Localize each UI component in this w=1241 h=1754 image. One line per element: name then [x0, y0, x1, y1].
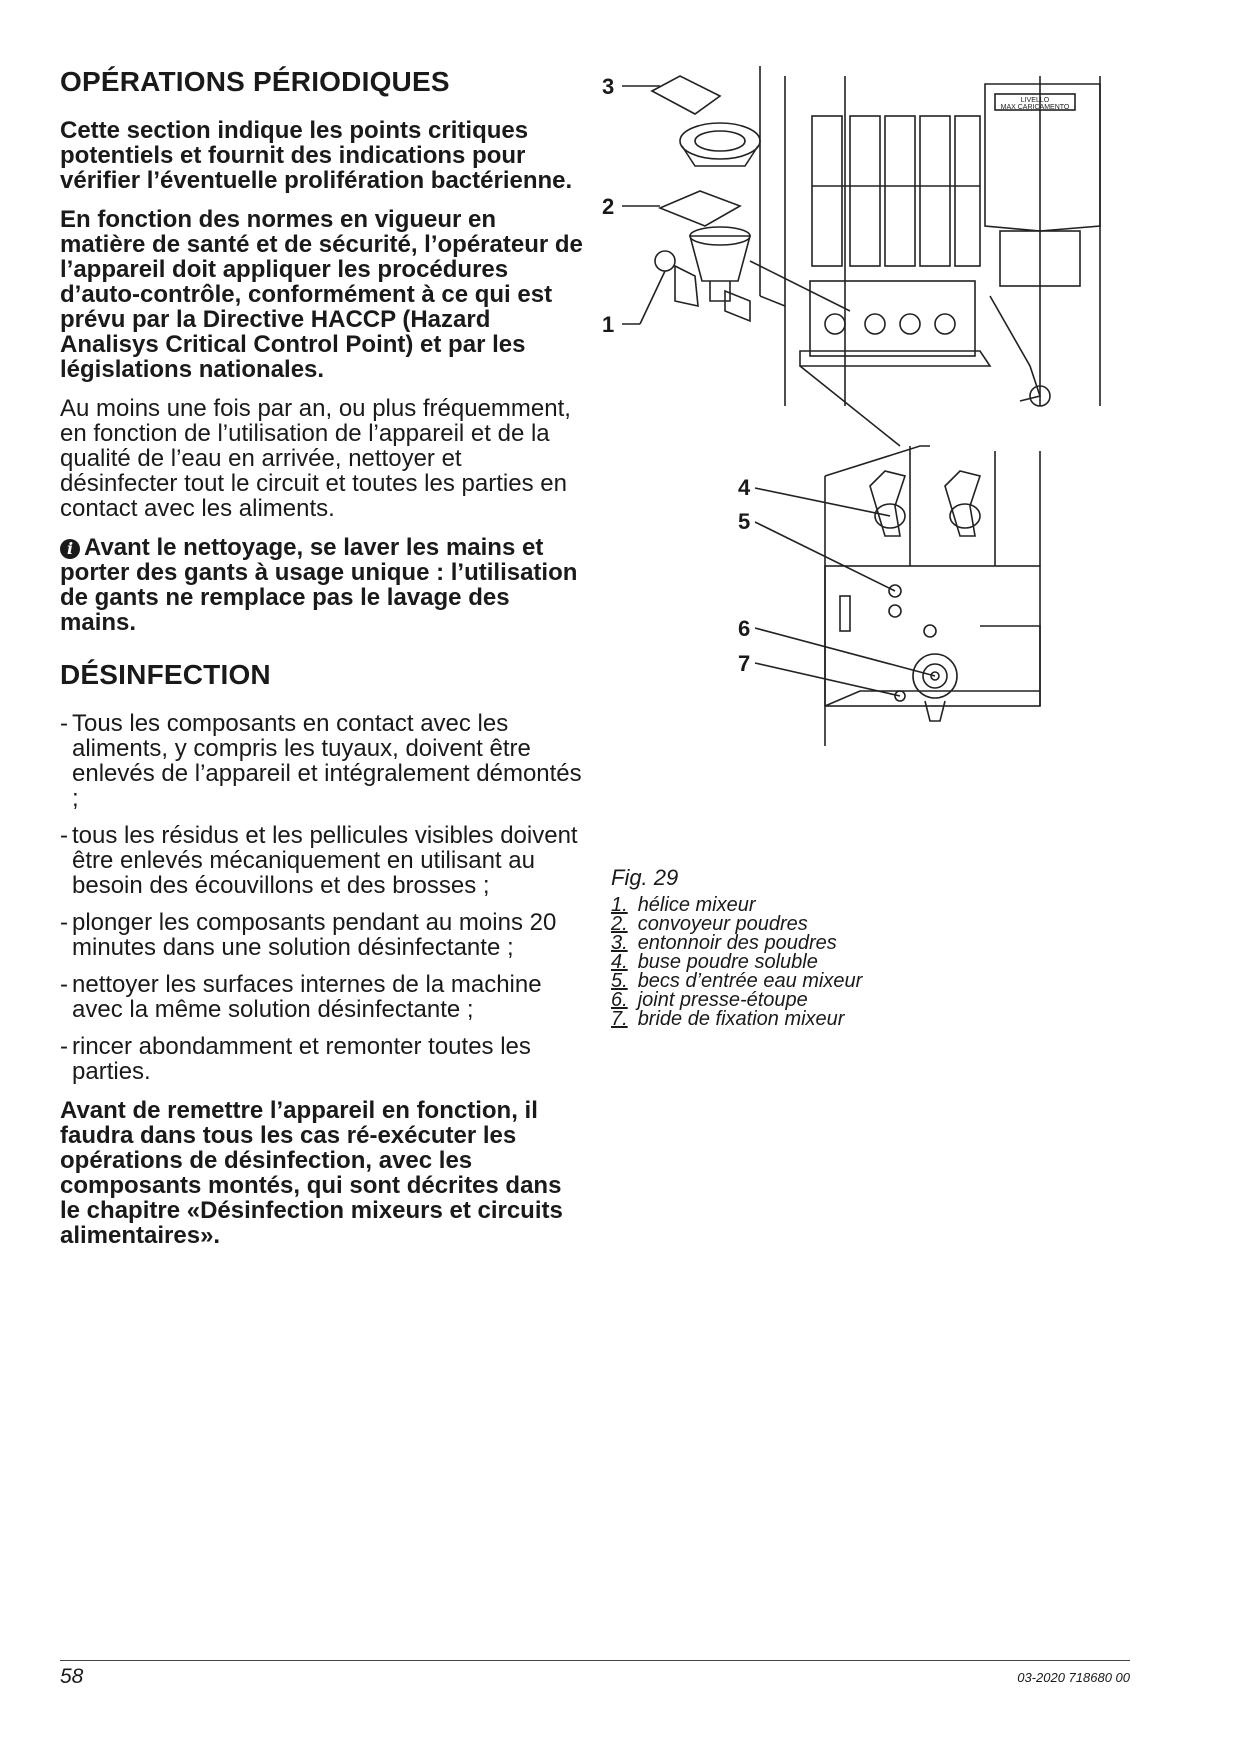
list-item: 6. joint presse-étoupe [611, 989, 808, 1011]
haccp-paragraph: En fonction des normes en vigueur en matière de santé et de sécurité, l’opérateur de l’appareil doit appliquer les procédures d’auto-contrôle, conformément à ce qui est prévu par la Directive HACCP (Hazard Analisys Critical Control Point) et par les législations nationales. [60, 206, 583, 383]
list-item: - tous les résidus et les pellicules visibles doivent être enlevés mécaniquement en utilisant au besoin des écouvillons et des brosses ; [60, 823, 585, 898]
hopper-max-label: MAX CARICAMENTO [1000, 104, 1070, 111]
hygiene-warning-text: Avant le nettoyage, se laver les mains et porter des gants à usage unique : l’utilisation de gants ne remplace pas le lavage des mains. [60, 534, 578, 636]
footer-divider [60, 1660, 1130, 1661]
callout-7: 7 [738, 651, 751, 676]
page-number: 58 [60, 1665, 84, 1688]
list-item: 7. bride de fixation mixeur [611, 1008, 845, 1030]
closing-paragraph: Avant de remettre l’appareil en fonction, il faudra dans tous les cas ré-exécuter les opérations de désinfection, avec les composants montés, qui sont décrites dans le chapitre «Désinfection mixeurs et circuits alimentaires». [60, 1097, 563, 1249]
callout-4: 4 [738, 475, 751, 500]
callout-2: 2 [602, 194, 615, 219]
hopper-level-label: LIVELLO [1020, 97, 1050, 104]
list-item: 3. entonnoir des poudres [611, 932, 837, 954]
list-item: 1. hélice mixeur [611, 894, 756, 916]
list-item: 2. convoyeur poudres [611, 913, 808, 935]
figure-caption: Fig. 29 [611, 865, 679, 890]
list-item: 4. buse poudre soluble [611, 951, 818, 973]
machine-drawing [600, 66, 1140, 866]
list-item: - plonger les composants pendant au moins 20 minutes dans une solution désinfectante ; [60, 910, 585, 960]
machine-illustration [600, 66, 1140, 866]
intro-paragraph: Cette section indique les points critiques potentiels et fournit des indications pour vérifier l’éventuelle prolifération bactérienne. [60, 117, 573, 194]
list-item: - nettoyer les surfaces internes de la machine avec la même solution désinfectante ; [60, 972, 585, 1022]
info-icon: i [60, 539, 80, 559]
figure-legend [611, 896, 862, 1029]
section-title-periodic-operations: OPÉRATIONS PÉRIODIQUES [60, 66, 450, 97]
list-item: 5. becs d’entrée eau mixeur [611, 970, 863, 992]
callout-5: 5 [738, 509, 751, 534]
document-code: 03-2020 718680 00 [1017, 1670, 1130, 1685]
yearly-cleaning-paragraph: Au moins une fois par an, ou plus fréquemment, en fonction de l’utilisation de l’appareil et de la qualité de l’eau en arrivée, nettoyer et désinfecter tout le circuit et toutes les parties en contact avec les aliments. [60, 395, 571, 522]
disinfection-steps [60, 711, 585, 1084]
section-title-disinfection: DÉSINFECTION [60, 659, 271, 690]
hygiene-warning [60, 535, 585, 635]
list-item: - rincer abondamment et remonter toutes les parties. [60, 1034, 585, 1084]
text-column [60, 66, 585, 1262]
callout-1: 1 [602, 312, 615, 337]
callout-3: 3 [602, 74, 615, 99]
list-item: - Tous les composants en contact avec les aliments, y compris les tuyaux, doivent être enlevés de l’appareil et intégralement démontés ; [60, 711, 585, 811]
callout-6: 6 [738, 616, 751, 641]
